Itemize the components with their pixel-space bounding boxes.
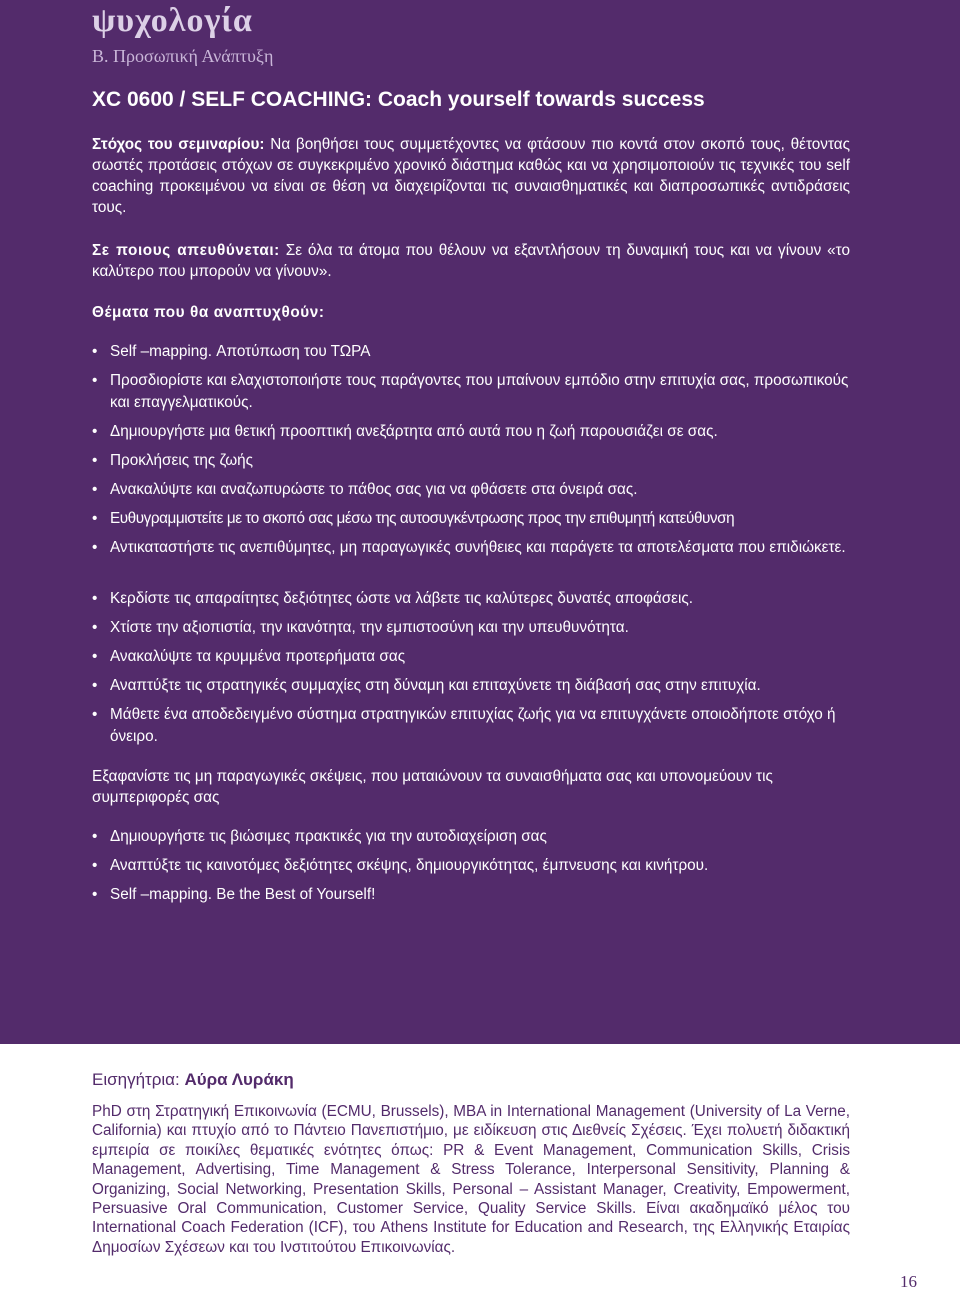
goal-label: Στόχος του σεμιναρίου: [92, 136, 265, 153]
instructor-bio: PhD στη Στρατηγική Επικοινωνία (ECMU, Brussels), MBA in International Management (University of La Verne, California) και πτυχίο από το Πάντειο Πανεπιστήμιο, με ειδίκευση στις Διεθνείς Σχέσεις. Έχει πολυετή διδακτική εμπειρία σε ποικίλες θεματικές ενότητες όπως: PR & Event Management, Communication Skills, Crisis Management, Advertising, Time Management & Stress Tolerance, Interpersonal Sensitivity, Planning & Organizing, Social Networking, Presentation Skills, Personal – Assistant Manager, Creativity, Empowerment, Persuasive Oral Communication, Customer Service, Quality Service Skills. Είναι ακαδημαϊκό μέλος του International Coach Federation (ICF), του Athens Institute for Education and Research, της Ελληνικής Εταιρίας Δημοσίων Σχέσεων και του Ινστιτούτου Επικοινωνίας. [92, 1103, 850, 1256]
bullet-icon: • [92, 677, 98, 694]
list-item: • Δημιουργήστε μια θετική προοπτική ανεξάρτητα από αυτά που η ζωή παρουσιάζει σε σας. [92, 421, 852, 443]
list-item: • Ανακαλύψτε τα κρυμμένα προτερήματα σας [92, 646, 852, 668]
list-item: • Self –mapping. Be the Best of Yourself! [92, 884, 852, 906]
audience-paragraph [92, 240, 850, 282]
bullet-icon: • [92, 481, 98, 498]
bullet-icon: • [92, 452, 98, 469]
goal-paragraph [92, 134, 850, 218]
list-item: • Χτίστε την αξιοπιστία, την ικανότητα, την εμπιστοσύνη και την υπευθυνότητα. [92, 617, 852, 639]
topics-heading: Θέματα που θα αναπτυχθούν: [92, 304, 325, 321]
audience-label: Σε ποιους απευθύνεται: [92, 242, 280, 259]
bullet-icon: • [92, 510, 98, 527]
bullet-icon: • [92, 886, 98, 903]
section-subtitle: Β. Προσωπική Ανάπτυξη [92, 46, 274, 66]
bullet-icon: • [92, 648, 98, 665]
goal-text: Να βοηθήσει τους συμμετέχοντες να φτάσουν πιο κοντά στον σκοπό τους, θέτοντας σωστές προτάσεις στόχων σε συγκεκριμένο χρονικό διάστημα καθώς και να χρησιμοποιούν τις τεχνικές του self coaching προκειμένου να είναι σε θέση να διαχειρίζονται τις συναισθηματικές και διαπροσωπικές αντιδράσεις τους. [92, 136, 850, 216]
bullet-icon: • [92, 857, 98, 874]
bullet-icon: • [92, 706, 98, 723]
instructor-line [92, 1070, 294, 1090]
bullet-icon: • [92, 343, 98, 360]
list-item: • Αναπτύξτε τις καινοτόμες δεξιότητες σκέψης, δημιουργικότητας, έμπνευσης και κινήτρου. [92, 855, 852, 877]
list-item: • Κερδίστε τις απαραίτητες δεξιότητες ώστε να λάβετε τις καλύτερες δυνατές αποφάσεις. [92, 588, 852, 610]
list-item: • Αντικαταστήστε τις ανεπιθύμητες, μη παραγωγικές συνήθειες και παράγετε τα αποτελέσματα που επιδιώκετε. [92, 537, 852, 559]
course-title: XC 0600 / SELF COACHING: Coach yourself towards success [92, 88, 705, 111]
instructor-label: Εισηγήτρια: [92, 1070, 180, 1089]
bullet-icon: • [92, 828, 98, 845]
list-item: • Προκλήσεις της ζωής [92, 450, 852, 472]
audience-text: Σε όλα τα άτομα που θέλουν να εξαντλήσουν τη δυναμική τους και να γίνουν «το καλύτερο που μπορούν να γίνουν». [92, 242, 850, 280]
page-number: 16 [900, 1272, 917, 1291]
instructor-name: Αύρα Λυράκη [184, 1070, 294, 1089]
list-item: • Δημιουργήστε τις βιώσιμες πρακτικές για την αυτοδιαχείριση σας [92, 826, 852, 848]
list-item: • Προσδιορίστε και ελαχιστοποιήστε τους παράγοντες που μπαίνουν εμπόδιο στην επιτυχία σας, προσωπικούς και επαγγελματικούς. [92, 372, 849, 411]
bullet-icon: • [92, 423, 98, 440]
bullet-icon: • [92, 590, 98, 607]
section-title: ψυχολογία [92, 2, 253, 39]
bullet-icon: • [92, 539, 98, 556]
list-item: • Ευθυγραμμιστείτε με το σκοπό σας μέσω της αυτοσυγκέντρωσης προς την επιθυμητή κατεύθυνση [92, 508, 852, 530]
list-item: • Self –mapping. Αποτύπωση του ΤΩΡΑ [92, 341, 852, 363]
list-item: • Αναπτύξτε τις στρατηγικές συμμαχίες στη δύναμη και επιταχύνετε τη διάβασή σας στην επιτυχία. [92, 675, 852, 697]
bullet-icon: • [92, 372, 98, 389]
thoughts-paragraph: Εξαφανίστε τις μη παραγωγικές σκέψεις, που ματαιώνουν τα συναισθήματα σας και υπονομεύουν τις συμπεριφορές σας [92, 768, 773, 806]
list-item: • Ανακαλύψτε και αναζωπυρώστε το πάθος σας για να φθάσετε στα όνειρά σας. [92, 479, 852, 501]
bullet-icon: • [92, 619, 98, 636]
list-item: • Μάθετε ένα αποδεδειγμένο σύστημα στρατηγικών επιτυχίας ζωής για να επιτυγχάνετε οποιοδήποτε στόχο ή όνειρο. [92, 706, 836, 745]
